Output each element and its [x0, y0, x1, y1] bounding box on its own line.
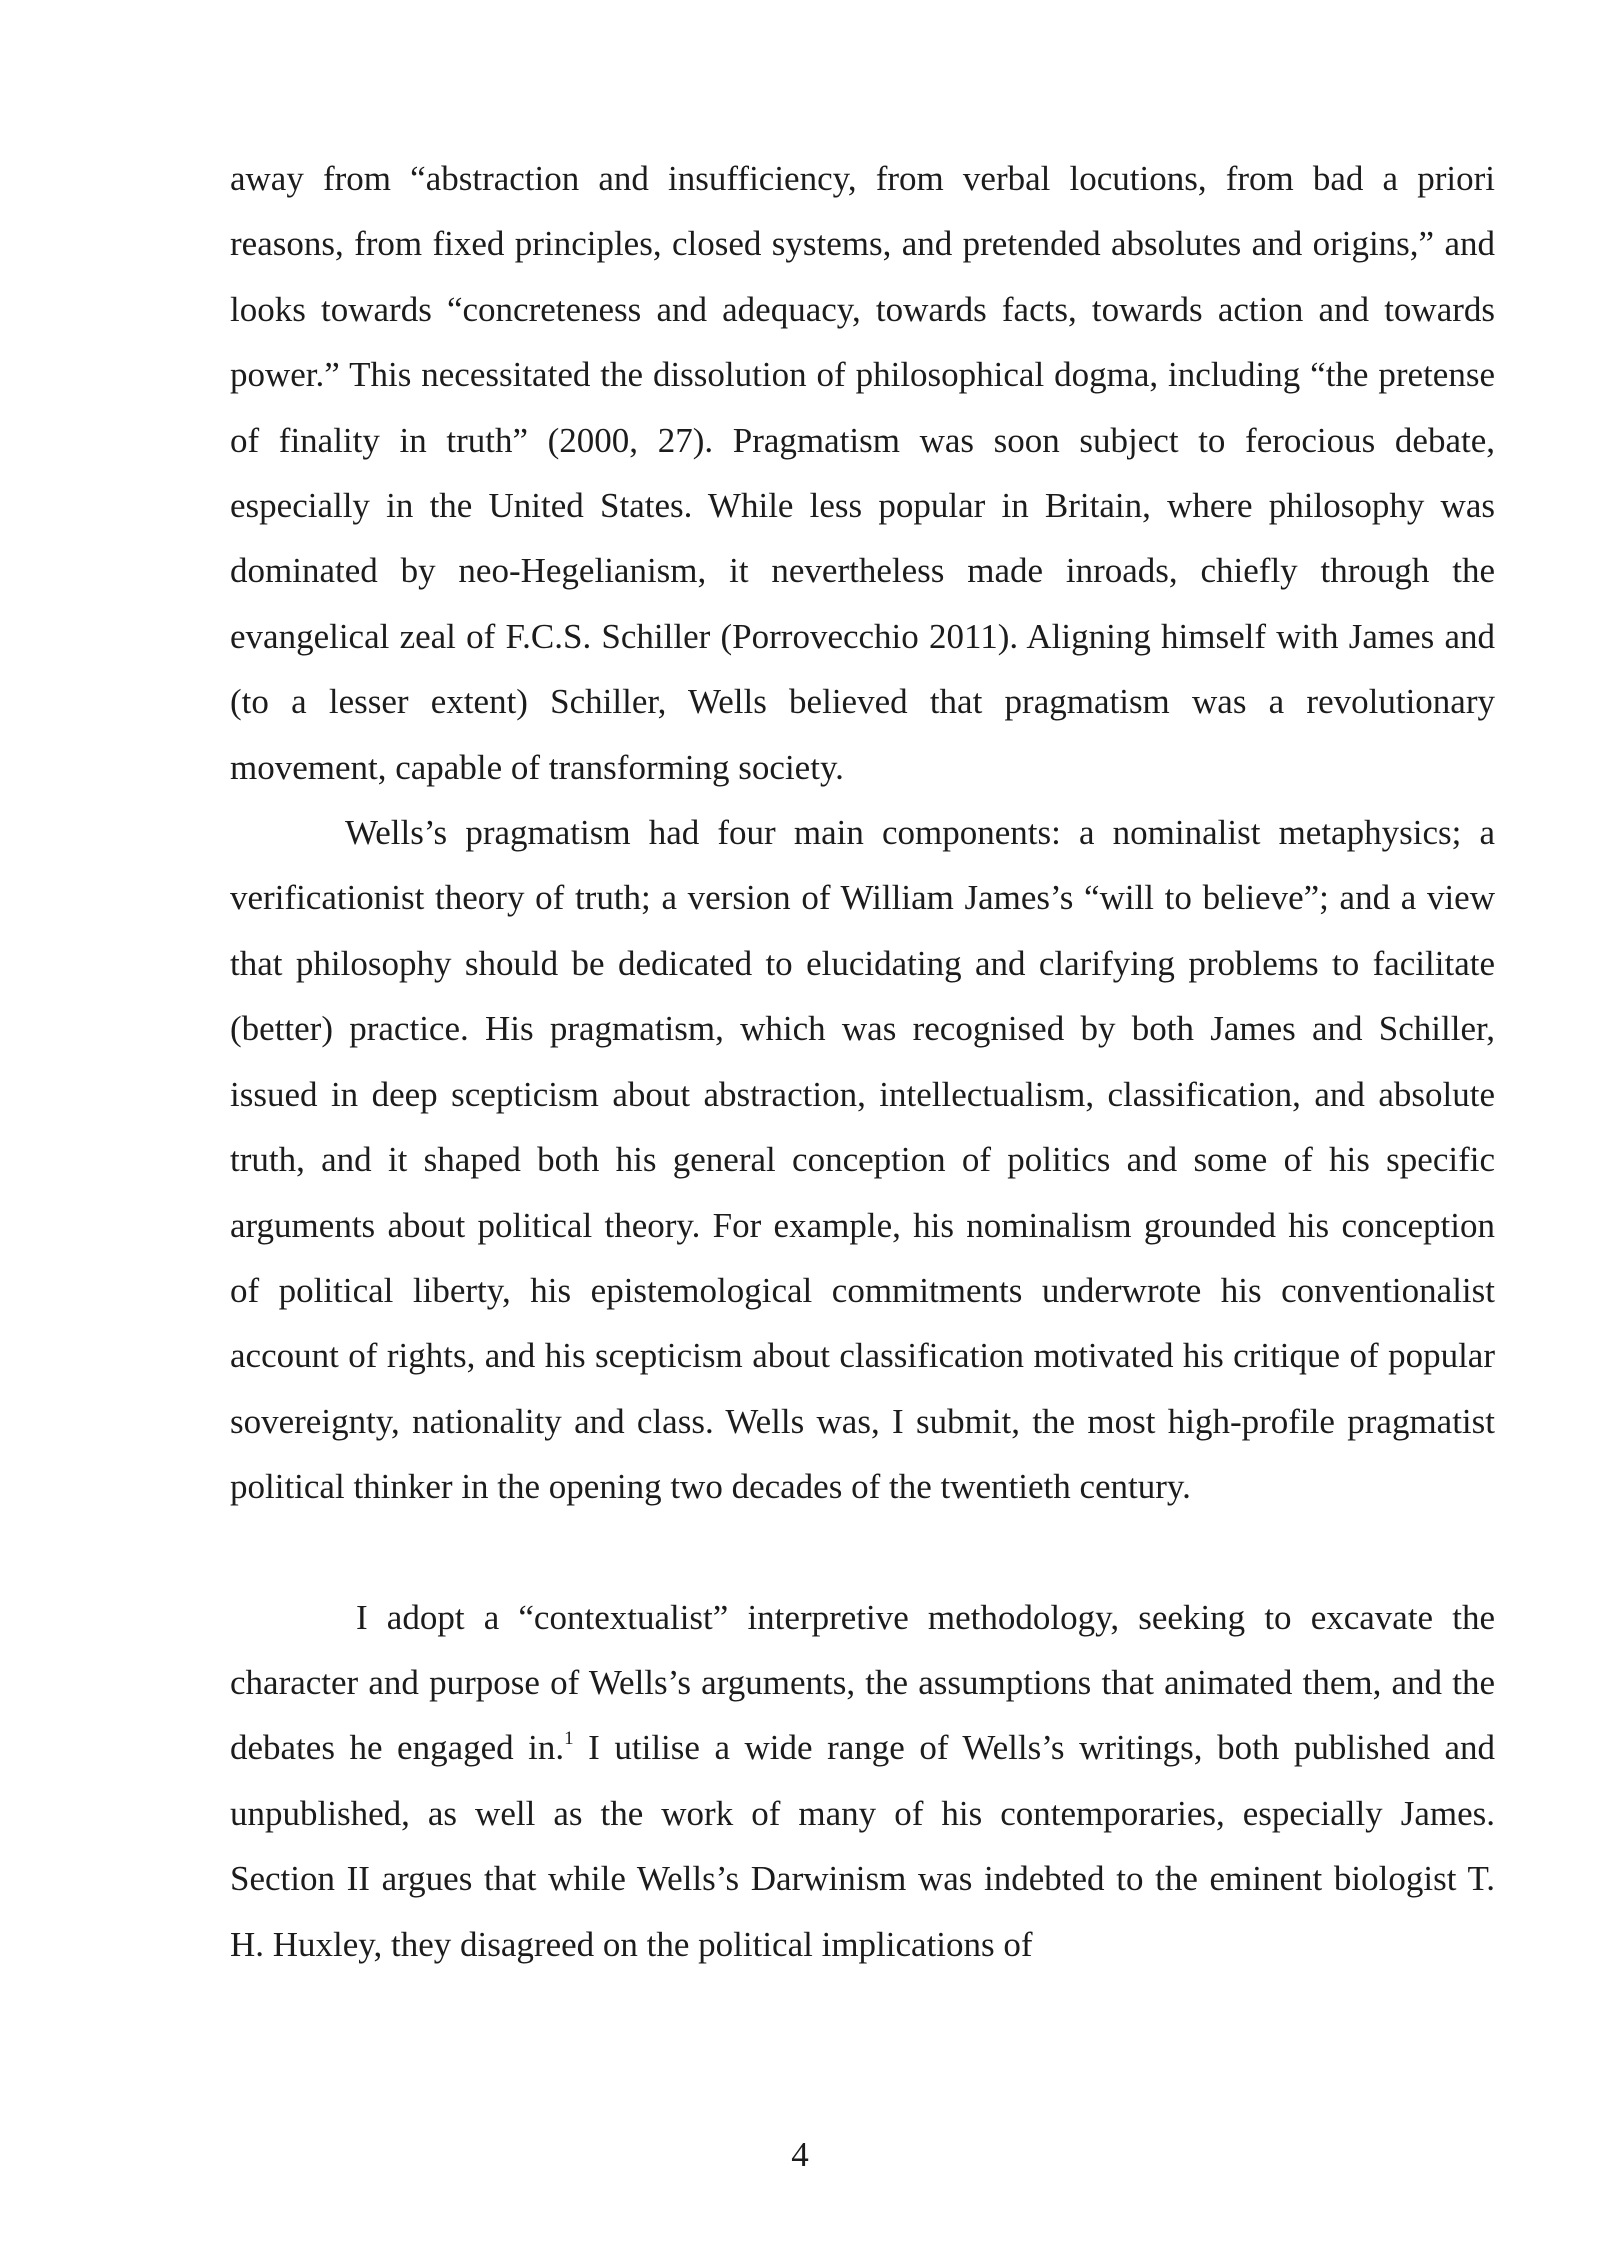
page-body: [230, 146, 1495, 1977]
paragraph-pragmatism-intro: away from “abstraction and insufficiency, from verbal locutions, from bad a priori reasons, from fixed principles, closed systems, and pretended absolutes and origins,” and looks towards “concreteness and adequacy, towards facts, towards action and towards power.” This necessitated the dissolution of philosophical dogma, including “the pretense of finality in truth” (2000, 27). Pragmatism was soon subject to ferocious debate, especially in the United States. While less popular in Britain, where philosophy was dominated by neo-Hegelianism, it nevertheless made inroads, chiefly through the evangelical zeal of F.C.S. Schiller (Porrovecchio 2011). Aligning himself with James and (to a lesser extent) Schiller, Wells believed that pragmatism was a revolutionary movement, capable of transforming society.: [230, 159, 1495, 787]
paragraph-methodology: [230, 1585, 1495, 1977]
methodology-text-start: I adopt a “contextualist” interpretive methodology, seeking to excavate the character and purpose of Wells’s arguments, the assumptions that animated them, and the debates he engaged in.: [230, 1597, 1495, 1768]
paragraph-wells-pragmatism: Wells’s pragmatism had four main components: a nominalist metaphysics; a verificationist theory of truth; a version of William James’s “will to believe”; and a view that philosophy should be dedicated to elucidating and clarifying problems to facilitate (better) practice. His pragmatism, which was recognised by both James and Schiller, issued in deep scepticism about abstraction, intellectualism, classification, and absolute truth, and it shaped both his general conception of politics and some of his specific arguments about political theory. For example, his nominalism grounded his conception of political liberty, his epistemological commitments underwrote his conventionalist account of rights, and his scepticism about classification motivated his critique of popular sovereignty, nationality and class. Wells was, I submit, the most high-profile pragmatist political thinker in the opening two decades of the twentieth century.: [230, 813, 1495, 1507]
page-number: 4: [791, 2135, 809, 2174]
paragraph-gap: [230, 1520, 1495, 1585]
methodology-text-end: I utilise a wide range of Wells’s writings, both published and unpublished, as well as the work of many of his contemporaries, especially James. Section II argues that while Wells’s Darwinism was indebted to the eminent biologist T. H. Huxley, they disagreed on the political implications of: [230, 1728, 1496, 1964]
footnote-marker[interactable]: 1: [564, 1728, 574, 1750]
